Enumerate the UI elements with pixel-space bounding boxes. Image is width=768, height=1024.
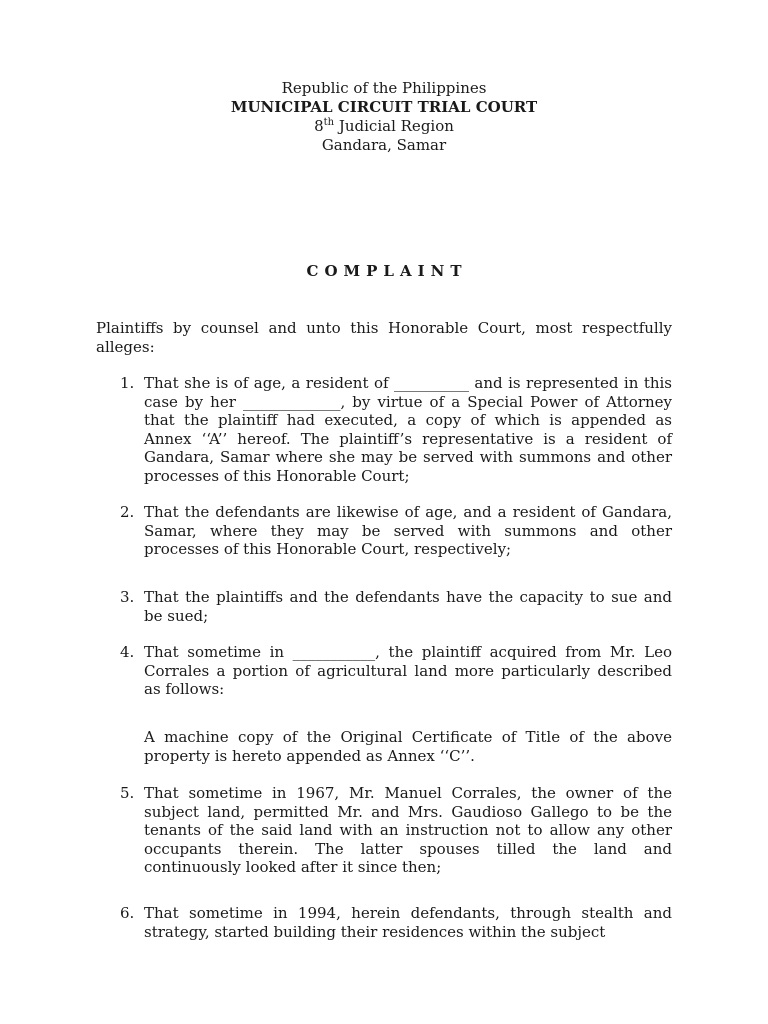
allegation-text: That the defendants are likewise of age, and a resident of Gandara, Samar, where they may be served with summons and other processes of this Honorable Court, respectively; bbox=[144, 503, 672, 558]
allegation-text: That sometime in 1994, herein defendants, through stealth and strategy, started building their residences within the subject bbox=[144, 904, 672, 941]
allegation-number: 2. bbox=[120, 503, 135, 521]
header-region-number: 8 bbox=[314, 117, 324, 135]
allegation-2 bbox=[96, 503, 672, 559]
header-region-suffix: th bbox=[323, 117, 335, 128]
allegation-text: That sometime in ___________, the plaintiff acquired from Mr. Leo Corrales a portion of agricultural land more particularly described as follows: bbox=[144, 643, 672, 698]
annex-c-paragraph: A machine copy of the Original Certificate of Title of the above property is hereto appended as Annex ‘‘C’’. bbox=[144, 728, 672, 765]
allegation-5 bbox=[96, 784, 672, 877]
allegation-4 bbox=[96, 643, 672, 699]
header-republic: Republic of the Philippines bbox=[281, 79, 487, 97]
allegation-text: That she is of age, a resident of __________ and is represented in this case by her _____________, by virtue of a Special Power of Attorney that the plaintiff had executed, a copy of which is appended as Annex ‘‘A’’ hereof. The plaintiff’s representative is a resident of Gandara, Samar where she may be served with summons and other processes of this Honorable Court; bbox=[144, 374, 672, 485]
header-region bbox=[0, 117, 768, 136]
allegation-number: 6. bbox=[120, 904, 135, 922]
court-header bbox=[0, 79, 768, 155]
allegation-1 bbox=[96, 374, 672, 485]
allegation-3 bbox=[96, 588, 672, 625]
allegation-6 bbox=[96, 904, 672, 941]
allegation-text: That sometime in 1967, Mr. Manuel Corrales, the owner of the subject land, permitted Mr. and Mrs. Gaudioso Gallego to be the tenants of the said land with an instruction not to allow any other occupants therein. The latter spouses tilled the land and continuously looked after it since then; bbox=[144, 784, 672, 876]
allegation-number: 4. bbox=[120, 643, 135, 661]
header-location: Gandara, Samar bbox=[321, 136, 447, 154]
header-court-name: MUNICIPAL CIRCUIT TRIAL COURT bbox=[230, 98, 538, 116]
allegation-number: 3. bbox=[120, 588, 135, 606]
allegation-number: 1. bbox=[120, 374, 135, 392]
allegation-number: 5. bbox=[120, 784, 135, 802]
header-region-label: Judicial Region bbox=[334, 117, 454, 135]
document-title: COMPLAINT bbox=[306, 262, 468, 280]
intro-paragraph: Plaintiffs by counsel and unto this Honorable Court, most respectfully alleges: bbox=[96, 319, 672, 356]
allegation-text: That the plaintiffs and the defendants have the capacity to sue and be sued; bbox=[144, 588, 672, 625]
